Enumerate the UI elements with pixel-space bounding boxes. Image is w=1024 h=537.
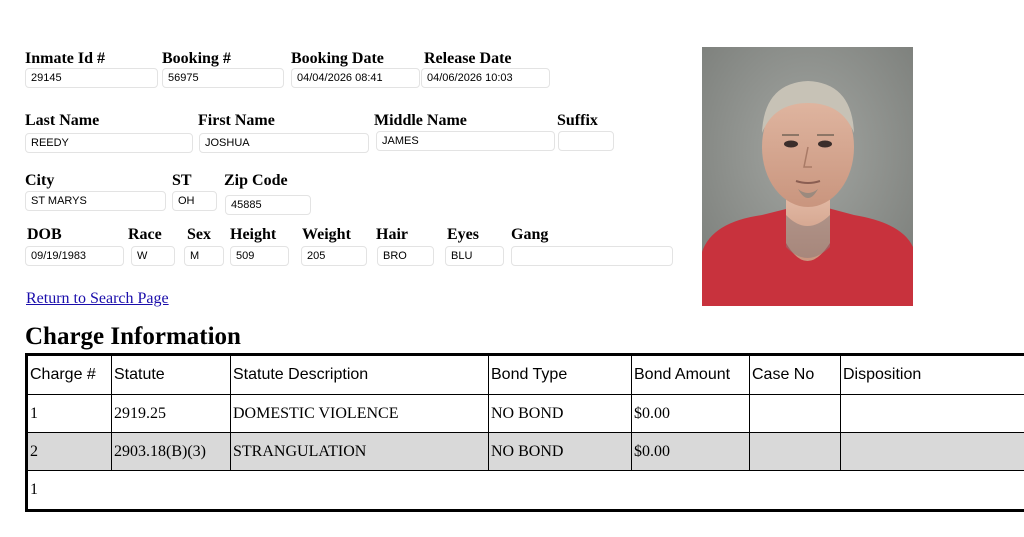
last-name-label: Last Name bbox=[25, 112, 100, 129]
eyes-field: BLU bbox=[445, 246, 504, 266]
city-field: ST MARYS bbox=[25, 191, 166, 211]
table-footer-row bbox=[27, 471, 1024, 511]
disposition-cell bbox=[841, 433, 1024, 471]
hair-label: Hair bbox=[376, 226, 408, 243]
gang-label: Gang bbox=[511, 226, 549, 243]
dob-field: 09/19/1983 bbox=[25, 246, 124, 266]
inmate-id-field: 29145 bbox=[25, 68, 158, 88]
race-label: Race bbox=[128, 226, 162, 243]
header-statute: Statute bbox=[112, 355, 231, 395]
bond-type-cell: NO BOND bbox=[489, 395, 632, 433]
charge-information-heading: Charge Information bbox=[25, 323, 241, 350]
table-row bbox=[27, 395, 1024, 433]
table-row bbox=[27, 433, 1024, 471]
booking-number-label: Booking # bbox=[162, 50, 231, 67]
header-statute-description: Statute Description bbox=[231, 355, 489, 395]
booking-number-field: 56975 bbox=[162, 68, 284, 88]
last-name-field: REEDY bbox=[25, 133, 193, 153]
state-field: OH bbox=[172, 191, 217, 211]
mugshot-photo bbox=[702, 47, 913, 306]
height-label: Height bbox=[230, 226, 277, 243]
return-to-search-link[interactable]: Return to Search Page bbox=[26, 290, 169, 307]
charge-number-cell: 1 bbox=[27, 395, 112, 433]
charge-number-cell: 2 bbox=[27, 433, 112, 471]
header-bond-amount: Bond Amount bbox=[632, 355, 750, 395]
race-field: W bbox=[131, 246, 175, 266]
zip-code-field: 45885 bbox=[225, 195, 311, 215]
bond-amount-cell: $0.00 bbox=[632, 395, 750, 433]
statute-description-cell: STRANGULATION bbox=[231, 433, 489, 471]
case-no-cell bbox=[750, 395, 841, 433]
charges-table bbox=[25, 353, 1024, 512]
eyes-label: Eyes bbox=[447, 226, 479, 243]
suffix-field bbox=[558, 131, 614, 151]
bond-amount-cell: $0.00 bbox=[632, 433, 750, 471]
release-date-field: 04/06/2026 10:03 bbox=[421, 68, 550, 88]
header-charge-number: Charge # bbox=[27, 355, 112, 395]
header-disposition: Disposition bbox=[841, 355, 1024, 395]
inmate-id-label: Inmate Id # bbox=[25, 50, 106, 67]
middle-name-label: Middle Name bbox=[374, 112, 467, 129]
weight-label: Weight bbox=[302, 226, 351, 243]
middle-name-field: JAMES bbox=[376, 131, 555, 151]
city-label: City bbox=[25, 172, 55, 189]
dob-label: DOB bbox=[27, 226, 62, 243]
disposition-cell bbox=[841, 395, 1024, 433]
sex-field: M bbox=[184, 246, 224, 266]
statute-cell: 2903.18(B)(3) bbox=[112, 433, 231, 471]
page-number-cell[interactable]: 1 bbox=[27, 471, 1024, 511]
zip-code-label: Zip Code bbox=[224, 172, 288, 189]
statute-cell: 2919.25 bbox=[112, 395, 231, 433]
booking-date-field: 04/04/2026 08:41 bbox=[291, 68, 420, 88]
gang-field bbox=[511, 246, 673, 266]
suffix-label: Suffix bbox=[557, 112, 598, 129]
first-name-field: JOSHUA bbox=[199, 133, 369, 153]
bond-type-cell: NO BOND bbox=[489, 433, 632, 471]
release-date-label: Release Date bbox=[424, 50, 512, 67]
weight-field: 205 bbox=[301, 246, 367, 266]
first-name-label: First Name bbox=[198, 112, 275, 129]
statute-description-cell: DOMESTIC VIOLENCE bbox=[231, 395, 489, 433]
header-case-no: Case No bbox=[750, 355, 841, 395]
state-label: ST bbox=[172, 172, 192, 189]
case-no-cell bbox=[750, 433, 841, 471]
booking-date-label: Booking Date bbox=[291, 50, 384, 67]
hair-field: BRO bbox=[377, 246, 434, 266]
sex-label: Sex bbox=[187, 226, 211, 243]
height-field: 509 bbox=[230, 246, 289, 266]
table-header-row bbox=[27, 355, 1024, 395]
header-bond-type: Bond Type bbox=[489, 355, 632, 395]
